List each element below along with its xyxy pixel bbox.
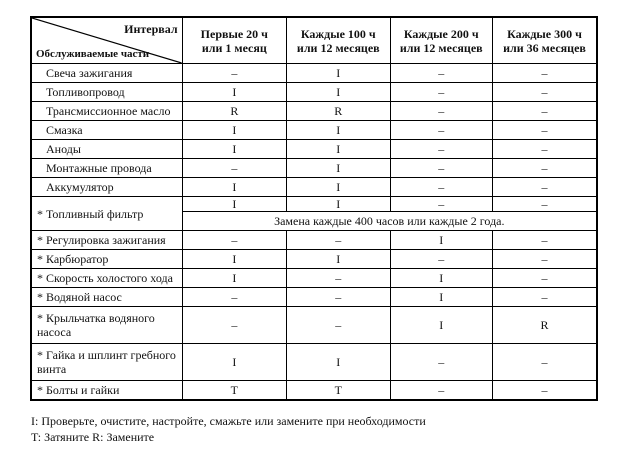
part-name: Монтажные провода (31, 159, 182, 178)
interval-value: – (390, 381, 492, 401)
interval-value: I (287, 344, 390, 381)
table-row (31, 307, 597, 344)
interval-value: – (287, 231, 390, 250)
table-row (31, 197, 597, 212)
part-name: * Скорость холостого хода (31, 269, 182, 288)
interval-value: – (390, 178, 492, 197)
legend-line-inspect: I: Проверьте, очистите, настройте, смажьте или замените при необходимости (31, 414, 426, 428)
interval-value: – (182, 231, 286, 250)
interval-value: I (287, 197, 390, 212)
part-name: Смазка (31, 121, 182, 140)
interval-value: I (182, 140, 286, 159)
interval-value: – (390, 102, 492, 121)
column-header-line2: или 12 месяцев (399, 40, 483, 55)
interval-value: – (287, 307, 390, 344)
column-header (287, 17, 390, 64)
table-row (31, 178, 597, 197)
table-body (31, 64, 597, 401)
legend-line-tighten-replace: T: Затяните R: Замените (31, 430, 155, 444)
table-row (31, 231, 597, 250)
interval-value: – (390, 64, 492, 83)
interval-value: – (493, 64, 598, 83)
table-row (31, 159, 597, 178)
interval-value: I (182, 269, 286, 288)
column-header-line1: Каждые 100 ч (300, 26, 376, 41)
interval-value: I (287, 121, 390, 140)
interval-value: – (390, 344, 492, 381)
part-name: * Карбюратор (31, 250, 182, 269)
column-header-line1: Каждые 300 ч (507, 26, 582, 41)
table-row (31, 269, 597, 288)
interval-value: – (390, 121, 492, 140)
interval-value: – (493, 288, 598, 307)
diagonal-header-cell (31, 17, 182, 64)
parts-label: Обслуживаемые части (36, 48, 150, 60)
interval-value: I (390, 307, 492, 344)
part-name: Аноды (31, 140, 182, 159)
interval-value: – (390, 159, 492, 178)
part-name: * Топливный фильтр (31, 197, 182, 231)
interval-value: I (182, 83, 286, 102)
column-header-line2: или 36 месяцев (503, 40, 586, 55)
interval-value: I (287, 250, 390, 269)
table-header-row (31, 17, 597, 64)
column-header-line2: или 12 месяцев (296, 40, 380, 55)
table-row (31, 64, 597, 83)
column-header (390, 17, 492, 64)
interval-value: I (182, 178, 286, 197)
table-row (31, 344, 597, 381)
interval-value: – (287, 288, 390, 307)
interval-value: I (287, 83, 390, 102)
table-row (31, 250, 597, 269)
part-name: * Регулировка зажигания (31, 231, 182, 250)
column-header-line1: Первые 20 ч (200, 26, 268, 41)
interval-value: R (493, 307, 598, 344)
maintenance-table (30, 16, 598, 401)
column-header-line1: Каждые 200 ч (403, 26, 479, 41)
column-header (182, 17, 286, 64)
interval-value: – (390, 83, 492, 102)
interval-value: – (493, 269, 598, 288)
interval-value: – (493, 159, 598, 178)
interval-value: I (182, 197, 286, 212)
table-row (31, 140, 597, 159)
interval-value: I (390, 288, 492, 307)
interval-value: – (182, 64, 286, 83)
part-name: Топливопровод (31, 83, 182, 102)
part-name: * Болты и гайки (31, 381, 182, 401)
interval-label: Интервал (124, 22, 178, 36)
part-name: * Крыльчатка водяного насоса (31, 307, 182, 344)
interval-value: – (182, 159, 286, 178)
table-row (31, 102, 597, 121)
interval-value: – (182, 307, 286, 344)
table-row (31, 121, 597, 140)
interval-value: I (287, 159, 390, 178)
interval-value: – (493, 250, 598, 269)
column-header (493, 17, 598, 64)
interval-value: – (493, 83, 598, 102)
part-name: * Водяной насос (31, 288, 182, 307)
interval-value: – (390, 197, 492, 212)
interval-value: I (390, 269, 492, 288)
part-name: Аккумулятор (31, 178, 182, 197)
interval-value: R (287, 102, 390, 121)
interval-value: – (493, 178, 598, 197)
interval-value: I (287, 178, 390, 197)
interval-value: I (287, 64, 390, 83)
interval-value: – (390, 250, 492, 269)
part-name: * Гайка и шплинт гребного винта (31, 344, 182, 381)
interval-value: – (182, 288, 286, 307)
interval-value: – (493, 381, 598, 401)
interval-value: – (493, 344, 598, 381)
table-row (31, 381, 597, 401)
interval-value: T (287, 381, 390, 401)
column-header-line2: или 1 месяц (201, 40, 267, 55)
interval-value: I (182, 121, 286, 140)
replacement-note: Замена каждые 400 часов или каждые 2 года. (182, 212, 597, 231)
part-name: Трансмиссионное масло (31, 102, 182, 121)
interval-value: – (287, 269, 390, 288)
interval-value: I (182, 250, 286, 269)
interval-value: R (182, 102, 286, 121)
interval-value: – (493, 121, 598, 140)
interval-value: I (287, 140, 390, 159)
table-row (31, 288, 597, 307)
interval-value: – (493, 102, 598, 121)
interval-value: T (182, 381, 286, 401)
interval-value: – (493, 140, 598, 159)
interval-value: I (390, 231, 492, 250)
part-name: Свеча зажигания (31, 64, 182, 83)
interval-value: – (493, 197, 598, 212)
legend (31, 413, 426, 445)
interval-value: I (182, 344, 286, 381)
table-row (31, 83, 597, 102)
interval-value: – (493, 231, 598, 250)
interval-value: – (390, 140, 492, 159)
